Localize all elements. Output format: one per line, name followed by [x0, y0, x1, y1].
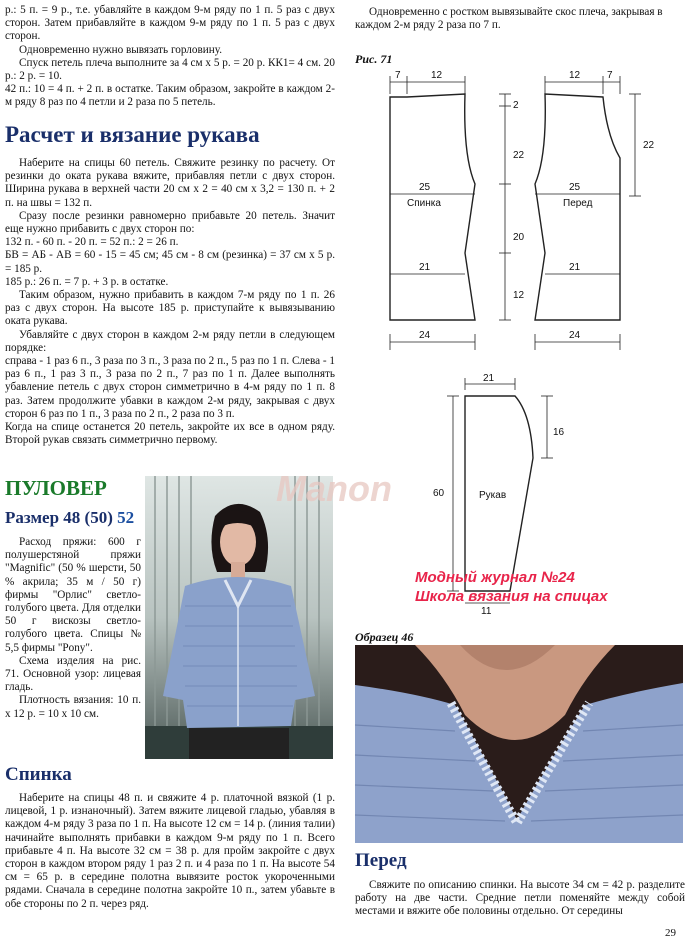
- back-piece-label: Спинка: [407, 198, 441, 209]
- right-top-text: [355, 6, 685, 32]
- paragraph: Спуск петель плеча выполните за 4 см х 5 р. = 20 р. КК1= 4 см. 20 р.: 2 р. = 10.: [5, 56, 335, 83]
- size-alt: 52: [117, 508, 135, 527]
- paragraph: Когда на спице останется 20 петель, закройте их все в одном ряду. Второй рукав связать симметрично первому.: [5, 421, 335, 447]
- magazine-line-1: Модный журнал №24: [415, 569, 575, 586]
- paragraph: Наберите на спицы 48 п. и свяжите 4 р. платочной вязкой (1 р. лицевой, 1 р. изнаночный). Затем вяжите лицевой гладью, убавляя в каждом 4-м ряду 3 раза по 1 п. На высоте 12 см = 14 р. (линия талии) начинайте выполнять прибавки в каждом 9-м ряду по 1 п. Всего прибавьте 4 п. На высоте 32 см = 38 р. для пройм закройте с двух сторон в каждом втором ряду 1 раз 2 п. и 4 раза по 1 п. На высоте 54 см = 65 р. в середине полотна вывязите росток укороченными рядами. Сначала в середине полотна закройте 10 п., затем убавьте в обе стороны по 2 п. через ряд.: [5, 792, 335, 910]
- paragraph: БВ = АБ - АВ = 60 - 15 = 45 см; 45 см - 8 см (резинка) = 37 см х 5 р. = 185 р.: [5, 249, 335, 275]
- magazine-line-2: Школа вязания на спицах: [415, 588, 608, 605]
- dim-front-shoulder: 12: [569, 70, 581, 81]
- pattern-diagram: [355, 66, 690, 626]
- sample-photo: [355, 645, 683, 843]
- paragraph: справа - 1 раз 6 п., 3 раза по 3 п., 3 раза по 2 п., 5 раз по 1 п. Слева - 1 раз 6 п., 1 раз 3 п., 3 раза по 2 п., 7 раз по 1 п. Далее выполнять убавление петель с двух сторон симметрично в 4-м ряду по 1 п. 8 раз. Затем продолжите убавки в каждом 2-м ряду, закрывая с двух сторон 6 раз по 1 п., 3 раза по 2 п., 2 раза по 3 п.: [5, 355, 335, 420]
- sample-label: Образец 46: [355, 630, 414, 644]
- dim-sleeve-length: 60: [433, 488, 445, 499]
- dim-back-hem: 24: [419, 330, 431, 341]
- size-heading: [5, 508, 134, 528]
- watermark-text: Manon: [276, 468, 392, 509]
- paragraph: Одновременно с ростком вывязывайте скос плеча, закрывая в каждом 2-м ряду 2 раза по 7 п.: [355, 6, 663, 32]
- sleeve-piece-label: Рукав: [479, 490, 507, 501]
- dim-armhole-height: 22: [513, 150, 525, 161]
- paragraph: Убавляйте с двух сторон в каждом 2-м ряду петли в следующем порядке:: [5, 328, 335, 354]
- dim-back-neck: 7: [395, 70, 401, 81]
- back-section-title: Спинка: [5, 764, 72, 785]
- dim-back-shoulder: 12: [431, 70, 443, 81]
- paragraph: Сразу после резинки равномерно прибавьте 20 петель. Значит еще нужно прибавить с двух сторон по:: [5, 209, 335, 236]
- dim-front-hem: 24: [569, 330, 581, 341]
- paragraph: Расход пряжи: 600 г полушерстяной пряжи "Magnific" (50 % шерсти, 50 % акрила; 35 м / 50 г) фирмы "Орлис" светло-голубого цвета. Для отделки 50 г вискозы светло-голубого цвета. Спицы № 5,5 фирмы "Pony".: [5, 536, 141, 654]
- front-section-title: Перед: [355, 850, 407, 871]
- magazine-caption: [415, 568, 608, 606]
- dim-sleeve-cap-height: 16: [553, 427, 565, 438]
- dim-mid-height: 20: [513, 232, 525, 243]
- front-piece-label: Перед: [563, 198, 593, 209]
- front-text: [355, 879, 685, 919]
- figure-label: Рис. 71: [355, 52, 393, 66]
- paragraph: Плотность вязания: 10 п. х 12 р. = 10 х 10 см.: [5, 694, 141, 720]
- paragraph: Схема изделия на рис. 71. Основной узор: лицевая гладь.: [5, 654, 141, 694]
- dim-sleeve-top: 21: [483, 373, 495, 384]
- paragraph: Таким образом, нужно прибавить в каждом 7-м ряду по 1 п. 26 раз с двух сторон. На высоте 185 р. приступайте к вывязыванию оката рукава.: [5, 289, 335, 328]
- back-text: [5, 792, 335, 911]
- paragraph: р.: 5 п. = 9 р., т.е. убавляйте в каждом 9-м ряду по 1 п. 5 раз с двух сторон. Затем прибавляйте в каждом 9-м ряду по 1 п. 5 раз с двух сторон.: [5, 4, 335, 43]
- paragraph: Свяжите по описанию спинки. На высоте 34 см = 42 р. разделите работу на две части. Средние петли поменяйте между собой местами и вяжите обе половины отдельно. От середины: [355, 879, 685, 918]
- paragraph: 132 п. - 60 п. - 20 п. = 52 п.: 2 = 26 п.: [5, 236, 179, 249]
- dim-hem-height: 12: [513, 290, 525, 301]
- materials-text: [5, 536, 141, 721]
- left-top-text: [5, 4, 335, 110]
- paragraph: 42 п.: 10 = 4 п. + 2 п. в остатке. Таким образом, закройте в каждом 2-м ряду 8 раз по 4 петли и 2 раза по 5 петель.: [5, 83, 335, 109]
- dim-front-neck: 7: [607, 70, 613, 81]
- dim-back-bust: 25: [419, 182, 431, 193]
- dim-shoulder-height: 2: [513, 100, 519, 111]
- size-label: Размер 48 (50): [5, 508, 113, 527]
- sleeve-text: [5, 157, 335, 447]
- paragraph: Одновременно нужно вывязать горловину.: [19, 43, 223, 56]
- dim-front-bust: 25: [569, 182, 581, 193]
- dim-back-waist: 21: [419, 262, 431, 273]
- dim-front-neck-depth: 22: [643, 140, 655, 151]
- model-photo: [145, 476, 333, 759]
- dim-sleeve-cuff: 11: [481, 606, 492, 617]
- dim-front-waist: 21: [569, 262, 581, 273]
- page-number: 29: [665, 927, 676, 939]
- sleeve-section-title: Расчет и вязание рукава: [5, 122, 260, 147]
- pullover-title: ПУЛОВЕР: [5, 476, 107, 500]
- paragraph: 185 р.: 26 п. = 7 р. + 3 р. в остатке.: [5, 275, 169, 288]
- paragraph: Наберите на спицы 60 петель. Свяжите резинку по расчету. От резинки до оката рукава вяжите, прибавляя петли с двух сторон. Ширина рукава в верхней части 20 см х 2 = 40 см х 3,2 = 130 п. + 2 п. на швы = 132 п.: [5, 157, 335, 209]
